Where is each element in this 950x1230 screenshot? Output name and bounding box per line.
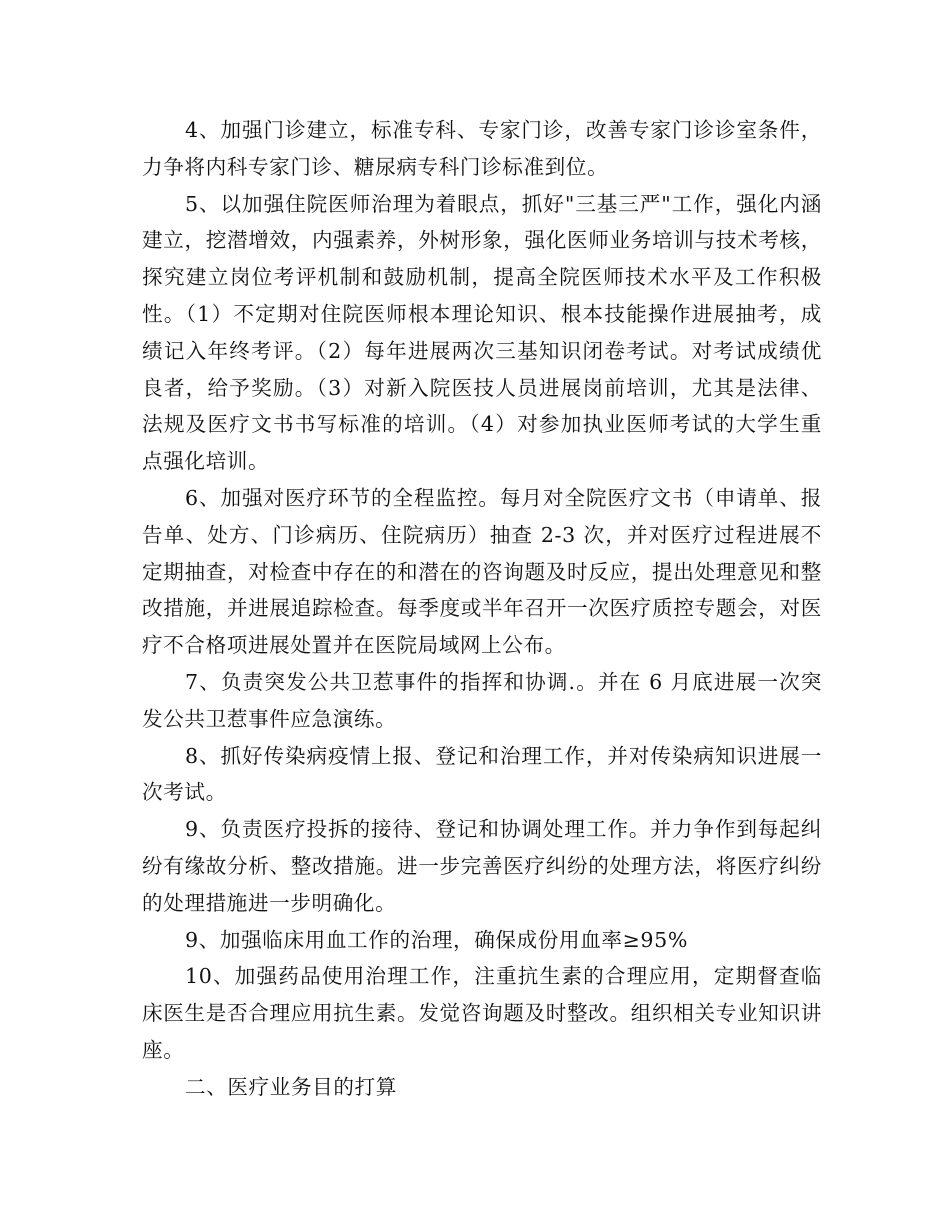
- paragraph-item-10: 10、加强药品使用治理工作，注重抗生素的合理应用，定期督查临床医生是否合理应用抗生素。发觉咨询题及时整改。组织相关专业知识讲座。: [142, 964, 822, 1062]
- paragraph-item-5: 5、以加强住院医师治理为着眼点，抓好"三基三严"工作，强化内涵建立，挖潜增效，内强素养，外树形象，强化医师业务培训与技术考核，探究建立岗位考评机制和鼓励机制，提高全院医师技术水平及工作积极性。（1）不定期对住院医师根本理论知识、根本技能操作进展抽考，成绩记入年终考评。（2）每年进展两次三基知识闭卷考试。对考试成绩优良者，给予奖励。（3）对新入院医技人员进展岗前培训，尤其是法律、法规及医疗文书书写标准的培训。（4）对参加执业医师考试的大学生重点强化培训。: [142, 191, 822, 474]
- paragraph-item-6: 6、加强对医疗环节的全程监控。每月对全院医疗文书（申请单、报告单、处方、门诊病历、住院病历）抽查 2-3 次，并对医疗过程进展不定期抽查，对检查中存在的和潜在的咨询题及时反应，提出处理意见和整改措施，并进展追踪检查。每季度或半年召开一次医疗质控专题会，对医疗不合格项进展处置并在医院局域网上公布。: [142, 485, 822, 658]
- paragraph-item-8: 8、抓好传染病疫情上报、登记和治理工作，并对传染病知识进展一次考试。: [142, 743, 822, 805]
- paragraph-item-9b: 9、加强临床用血工作的治理，确保成份用血率≥95%: [185, 927, 689, 952]
- section-heading: 二、医疗业务目的打算: [185, 1074, 397, 1099]
- document-body: [142, 112, 822, 1106]
- paragraph-item-7: 7、负责突发公共卫惹事件的指挥和协调.。并在 6 月底进展一次突发公共卫惹事件应急演练。: [142, 669, 822, 731]
- paragraph-item-9a: 9、负责医疗投拆的接待、登记和协调处理工作。并力争作到每起纠纷有缘故分析、整改措施。进一步完善医疗纠纷的处理方法，将医疗纠纷的处理措施进一步明确化。: [142, 817, 822, 915]
- paragraph-item-4: 4、加强门诊建立，标准专科、专家门诊，改善专家门诊诊室条件，力争将内科专家门诊、糖尿病专科门诊标准到位。: [142, 118, 822, 179]
